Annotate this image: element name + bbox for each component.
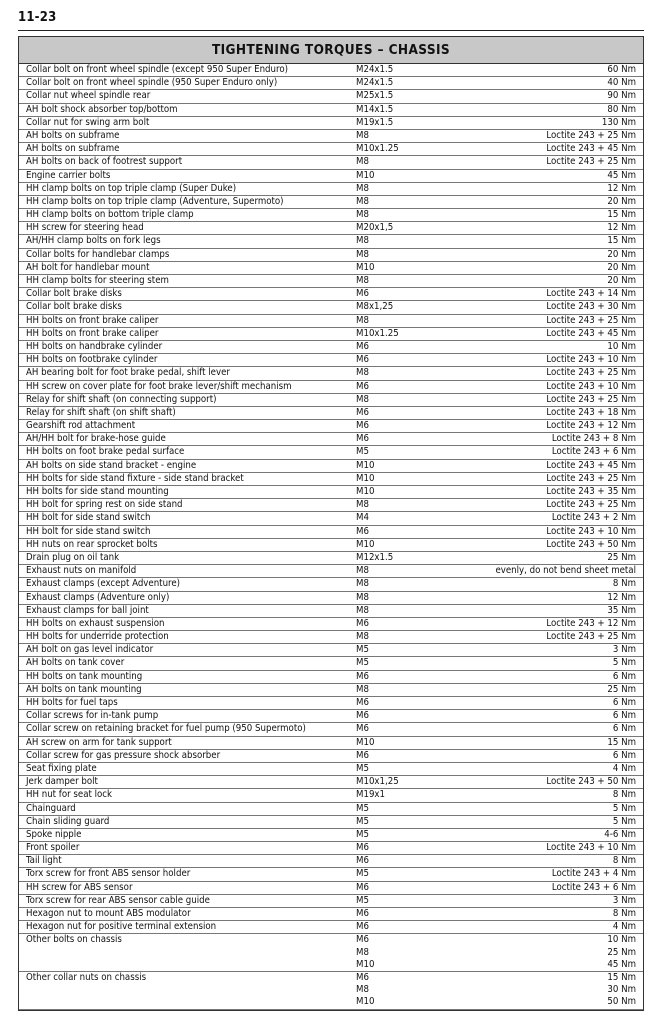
part-description: HH clamp bolts on top triple clamp (Adventure, Supermoto) <box>26 195 284 207</box>
thread-size: M8 <box>356 393 369 405</box>
part-description: Collar nut for swing arm bolt <box>26 116 150 128</box>
part-description: HH nut for seat lock <box>26 789 113 801</box>
torque-value: 4 Nm <box>612 921 636 933</box>
part-description: Relay for shift shaft (on connecting support) <box>26 393 217 405</box>
thread-size: M6 <box>356 617 369 629</box>
thread-size: M10 <box>356 958 375 970</box>
torque-value: Loctite 243 + 25 Nm <box>546 472 636 484</box>
torque-value: 90 Nm <box>607 90 636 102</box>
thread-size: M12x1.5 <box>356 551 394 563</box>
table-row <box>19 737 643 750</box>
table-row <box>19 249 643 262</box>
torque-value: 12 Nm <box>607 222 636 234</box>
table-row <box>19 710 643 723</box>
table-row <box>19 644 643 657</box>
part-description: Spoke nipple <box>26 828 82 840</box>
thread-size: M5 <box>356 894 369 906</box>
thread-size: M8 <box>356 683 369 695</box>
torque-value: 3 Nm <box>612 644 636 656</box>
thread-size: M10 <box>356 538 375 550</box>
torque-value: Loctite 243 + 45 Nm <box>546 143 636 155</box>
table-row <box>19 367 643 380</box>
table-row <box>19 394 643 407</box>
torque-value: 25 Nm <box>607 683 636 695</box>
table-row <box>19 170 643 183</box>
thread-size: M8 <box>356 235 369 247</box>
thread-size: M6 <box>356 908 369 919</box>
part-description: HH bolts on front brake caliper <box>26 314 159 326</box>
torque-value: 6 Nm <box>612 710 636 722</box>
part-description: Other bolts on chassis <box>26 934 122 946</box>
thread-size: M5 <box>356 446 369 458</box>
table-row <box>19 803 643 816</box>
part-description: AH bolt shock absorber top/bottom <box>26 103 178 115</box>
torque-value: 8 Nm <box>612 578 636 590</box>
table-row <box>19 433 643 446</box>
thread-size: M6 <box>356 340 369 352</box>
torque-value: 5 Nm <box>612 815 636 827</box>
torque-value: 35 Nm <box>607 604 636 616</box>
thread-size: M8 <box>356 182 369 194</box>
part-description: AH bolts on subframe <box>26 143 120 155</box>
thread-size: M6 <box>356 406 369 418</box>
torque-value: Loctite 243 + 10 Nm <box>546 354 636 366</box>
torque-value: 45 Nm <box>607 169 636 181</box>
table-row <box>19 947 643 959</box>
table-row <box>19 288 643 301</box>
thread-size: M8 <box>356 129 369 141</box>
table-row <box>19 959 643 972</box>
part-description: Hexagon nut for positive terminal extension <box>26 921 217 933</box>
thread-size: M5 <box>356 762 369 774</box>
part-description: AH bolt on gas level indicator <box>26 644 154 656</box>
part-description: Exhaust clamps (Adventure only) <box>26 591 170 603</box>
thread-size: M8 <box>356 631 369 643</box>
thread-size: M6 <box>356 971 369 983</box>
torque-value: Loctite 243 + 4 Nm <box>551 868 636 880</box>
torque-value: 60 Nm <box>607 64 636 75</box>
table-row <box>19 407 643 420</box>
torque-value: 5 Nm <box>612 802 636 814</box>
part-description: HH bolts on foot brake pedal surface <box>26 446 185 458</box>
thread-size: M10 <box>356 736 375 748</box>
table-row <box>19 697 643 710</box>
part-description: AH bolt for handlebar mount <box>26 261 150 273</box>
thread-size: M6 <box>356 921 369 933</box>
table-row <box>19 539 643 552</box>
torque-value: Loctite 243 + 25 Nm <box>546 156 636 168</box>
thread-size: M8 <box>356 367 369 379</box>
table-row <box>19 473 643 486</box>
table-row <box>19 868 643 881</box>
table-row <box>19 592 643 605</box>
torque-value: 8 Nm <box>612 789 636 801</box>
torque-value: Loctite 243 + 45 Nm <box>546 327 636 339</box>
part-description: Collar nut wheel spindle rear <box>26 90 151 102</box>
part-description: HH clamp bolts on top triple clamp (Super Duke) <box>26 182 237 194</box>
torque-value: 6 Nm <box>612 697 636 708</box>
part-description: HH bolts on footbrake cylinder <box>26 354 158 366</box>
torque-value: 8 Nm <box>612 908 636 919</box>
thread-size: M8 <box>356 946 369 958</box>
part-description: HH screw for ABS sensor <box>26 881 133 893</box>
table-row <box>19 684 643 697</box>
part-description: HH bolts for underride protection <box>26 631 169 643</box>
thread-size: M5 <box>356 657 369 669</box>
thread-size: M5 <box>356 802 369 814</box>
torque-value: 4-6 Nm <box>604 828 636 840</box>
table-row <box>19 657 643 670</box>
thread-size: M5 <box>356 815 369 827</box>
torque-value: 4 Nm <box>612 762 636 774</box>
table-row <box>19 882 643 895</box>
thread-size: M6 <box>356 354 369 366</box>
part-description: AH/HH clamp bolts on fork legs <box>26 235 161 247</box>
torque-value: 12 Nm <box>607 182 636 194</box>
part-description: AH bolts on tank mounting <box>26 683 142 695</box>
table-row <box>19 64 643 77</box>
table-row <box>19 315 643 328</box>
part-description: Exhaust clamps (except Adventure) <box>26 578 181 590</box>
torque-value: Loctite 243 + 6 Nm <box>551 881 636 893</box>
table-row <box>19 104 643 117</box>
torque-table <box>18 36 644 1011</box>
table-row <box>19 934 643 946</box>
part-description: HH bolts on exhaust suspension <box>26 617 165 629</box>
table-row <box>19 328 643 341</box>
part-description: Collar screw for gas pressure shock absorber <box>26 749 221 761</box>
part-description: Front spoiler <box>26 842 80 854</box>
thread-size: M10 <box>356 472 375 484</box>
table-row <box>19 301 643 314</box>
table-row <box>19 631 643 644</box>
torque-value: 10 Nm <box>607 934 636 946</box>
torque-value: 15 Nm <box>607 971 636 983</box>
thread-size: M6 <box>356 697 369 708</box>
torque-value: 20 Nm <box>607 248 636 260</box>
table-row <box>19 855 643 868</box>
thread-size: M8 <box>356 156 369 168</box>
table-row <box>19 156 643 169</box>
part-description: HH screw for steering head <box>26 222 144 234</box>
part-description: Collar screws for in-tank pump <box>26 710 159 722</box>
table-row <box>19 446 643 459</box>
thread-size: M6 <box>356 881 369 893</box>
table-row <box>19 605 643 618</box>
thread-size: M10x1.25 <box>356 327 399 339</box>
table-row <box>19 776 643 789</box>
part-description: Jerk damper bolt <box>26 776 98 788</box>
table-row <box>19 984 643 996</box>
torque-value: Loctite 243 + 25 Nm <box>546 367 636 379</box>
table-row <box>19 354 643 367</box>
table-row <box>19 921 643 934</box>
part-description: HH bolt for side stand switch <box>26 525 151 537</box>
table-row <box>19 90 643 103</box>
part-description: AH bearing bolt for foot brake pedal, shift lever <box>26 367 230 379</box>
torque-value: Loctite 243 + 8 Nm <box>551 433 636 445</box>
header-rule <box>18 30 644 31</box>
thread-size: M24x1.5 <box>356 64 394 75</box>
thread-size: M6 <box>356 525 369 537</box>
part-description: Exhaust clamps for ball joint <box>26 604 149 616</box>
thread-size: M6 <box>356 380 369 392</box>
thread-size: M10x1.25 <box>356 143 399 155</box>
table-row <box>19 512 643 525</box>
torque-value: 30 Nm <box>607 984 636 996</box>
part-description: HH screw on cover plate for foot brake lever/shift mechanism <box>26 380 292 392</box>
torque-value: Loctite 243 + 25 Nm <box>546 499 636 511</box>
part-description: HH bolts for side stand mounting <box>26 486 169 497</box>
torque-value: Loctite 243 + 2 Nm <box>551 512 636 524</box>
part-description <box>19 947 355 959</box>
part-description: Drain plug on oil tank <box>26 551 120 563</box>
table-row <box>19 972 643 984</box>
thread-size: M5 <box>356 868 369 880</box>
thread-size: M8 <box>356 195 369 207</box>
torque-value: 80 Nm <box>607 103 636 115</box>
part-description: AH bolts on back of footrest support <box>26 156 183 168</box>
thread-size: M6 <box>356 670 369 682</box>
thread-size: M6 <box>356 723 369 735</box>
part-description: Collar screw on retaining bracket for fuel pump (950 Supermoto) <box>26 723 306 735</box>
torque-value: 6 Nm <box>612 749 636 761</box>
thread-size: M8 <box>356 209 369 221</box>
table-row <box>19 499 643 512</box>
part-description: Collar bolt brake disks <box>26 288 122 300</box>
thread-size: M6 <box>356 749 369 761</box>
torque-value: Loctite 243 + 25 Nm <box>546 631 636 643</box>
thread-size: M5 <box>356 828 369 840</box>
part-description: HH bolts on tank mounting <box>26 670 143 682</box>
table-row <box>19 750 643 763</box>
thread-size: M10 <box>356 459 375 471</box>
part-description: AH bolts on side stand bracket - engine <box>26 459 197 471</box>
table-row <box>19 723 643 736</box>
table-row <box>19 209 643 222</box>
torque-value: Loctite 243 + 25 Nm <box>546 129 636 141</box>
table-row <box>19 183 643 196</box>
torque-value: 50 Nm <box>607 996 636 1008</box>
torque-value: 15 Nm <box>607 736 636 748</box>
part-description: Collar bolt on front wheel spindle (except 950 Super Enduro) <box>26 64 288 75</box>
torque-value: 15 Nm <box>607 209 636 221</box>
thread-size: M20x1,5 <box>356 222 394 234</box>
table-body <box>19 64 643 1010</box>
table-row <box>19 420 643 433</box>
torque-value: 6 Nm <box>612 723 636 735</box>
table-title: TIGHTENING TORQUES – CHASSIS <box>19 37 643 64</box>
torque-value: Loctite 243 + 25 Nm <box>546 393 636 405</box>
table-row <box>19 460 643 473</box>
part-description: Chain sliding guard <box>26 815 110 827</box>
part-description: HH bolts on handbrake cylinder <box>26 340 163 352</box>
part-description: HH clamp bolts on bottom triple clamp <box>26 209 194 221</box>
torque-value: Loctite 243 + 50 Nm <box>546 538 636 550</box>
table-row <box>19 262 643 275</box>
thread-size: M10 <box>356 486 375 497</box>
thread-size: M8x1,25 <box>356 301 394 313</box>
torque-value: evenly, do not bend sheet metal <box>495 565 636 577</box>
torque-value: 130 Nm <box>601 116 636 128</box>
part-description: Collar bolt on front wheel spindle (950 Super Enduro only) <box>26 77 278 89</box>
part-description: AH screw on arm for tank support <box>26 736 172 748</box>
thread-size: M8 <box>356 275 369 286</box>
thread-size: M10x1,25 <box>356 776 399 788</box>
torque-value: 5 Nm <box>612 657 636 669</box>
torque-value: Loctite 243 + 18 Nm <box>546 406 636 418</box>
thread-size: M25x1.5 <box>356 90 394 102</box>
torque-value: Loctite 243 + 45 Nm <box>546 459 636 471</box>
thread-size: M14x1.5 <box>356 103 394 115</box>
table-row <box>19 996 643 1009</box>
torque-value: Loctite 243 + 12 Nm <box>546 420 636 432</box>
thread-size: M10 <box>356 169 375 181</box>
part-description: Engine carrier bolts <box>26 169 111 181</box>
table-row <box>19 143 643 156</box>
thread-size: M6 <box>356 710 369 722</box>
table-row <box>19 908 643 921</box>
part-description: Torx screw for front ABS sensor holder <box>26 868 191 880</box>
table-row <box>19 130 643 143</box>
table-row <box>19 222 643 235</box>
part-description: HH clamp bolts for steering stem <box>26 275 169 286</box>
thread-size: M6 <box>356 934 369 946</box>
part-description: Relay for shift shaft (on shift shaft) <box>26 406 176 418</box>
table-row <box>19 552 643 565</box>
torque-value: 45 Nm <box>607 958 636 970</box>
table-row <box>19 895 643 908</box>
thread-size: M8 <box>356 248 369 260</box>
torque-value: 25 Nm <box>607 551 636 563</box>
torque-value: 40 Nm <box>607 77 636 89</box>
thread-size: M8 <box>356 314 369 326</box>
part-description: Other collar nuts on chassis <box>26 971 147 983</box>
table-row <box>19 816 643 829</box>
thread-size: M19x1.5 <box>356 116 394 128</box>
thread-size: M10 <box>356 261 375 273</box>
part-description: Hexagon nut to mount ABS modulator <box>26 908 191 919</box>
thread-size: M10 <box>356 996 375 1008</box>
thread-size: M8 <box>356 499 369 511</box>
part-description <box>19 996 355 1008</box>
part-description: Torx screw for rear ABS sensor cable guide <box>26 894 210 906</box>
thread-size: M6 <box>356 433 369 445</box>
table-row <box>19 235 643 248</box>
torque-value: 10 Nm <box>607 340 636 352</box>
table-row <box>19 829 643 842</box>
thread-size: M6 <box>356 855 369 867</box>
part-description: AH bolts on subframe <box>26 129 120 141</box>
table-row <box>19 671 643 684</box>
thread-size: M6 <box>356 288 369 300</box>
table-row <box>19 196 643 209</box>
part-description: HH bolt for spring rest on side stand <box>26 499 183 511</box>
part-description: Seat fixing plate <box>26 762 97 774</box>
part-description: HH nuts on rear sprocket bolts <box>26 538 158 550</box>
thread-size: M6 <box>356 842 369 854</box>
table-row <box>19 341 643 354</box>
thread-size: M8 <box>356 591 369 603</box>
torque-value: 25 Nm <box>607 946 636 958</box>
part-description: HH bolts for side stand fixture - side stand bracket <box>26 472 244 484</box>
thread-size: M8 <box>356 578 369 590</box>
table-row <box>19 618 643 631</box>
torque-value: Loctite 243 + 10 Nm <box>546 525 636 537</box>
table-row <box>19 117 643 130</box>
table-row <box>19 789 643 802</box>
table-row <box>19 842 643 855</box>
part-description: Exhaust nuts on manifold <box>26 565 137 577</box>
torque-value: 20 Nm <box>607 261 636 273</box>
part-description: HH bolts for fuel taps <box>26 697 118 708</box>
table-row <box>19 763 643 776</box>
part-description: HH bolts on front brake caliper <box>26 327 159 339</box>
thread-size: M5 <box>356 644 369 656</box>
torque-value: 15 Nm <box>607 235 636 247</box>
torque-value: Loctite 243 + 6 Nm <box>551 446 636 458</box>
thread-size: M6 <box>356 420 369 432</box>
torque-value: 3 Nm <box>612 894 636 906</box>
torque-value: 12 Nm <box>607 591 636 603</box>
table-row <box>19 526 643 539</box>
part-description <box>19 984 355 996</box>
torque-value: Loctite 243 + 50 Nm <box>546 776 636 788</box>
torque-value: Loctite 243 + 10 Nm <box>546 380 636 392</box>
table-row <box>19 578 643 591</box>
torque-value: Loctite 243 + 25 Nm <box>546 314 636 326</box>
part-description: AH bolts on tank cover <box>26 657 125 669</box>
torque-value: 8 Nm <box>612 855 636 867</box>
torque-value: Loctite 243 + 12 Nm <box>546 617 636 629</box>
thread-size: M19x1 <box>356 789 386 801</box>
torque-value: Loctite 243 + 30 Nm <box>546 301 636 313</box>
torque-value: 20 Nm <box>607 275 636 286</box>
torque-value: 20 Nm <box>607 195 636 207</box>
part-description: Collar bolt brake disks <box>26 301 122 313</box>
part-description: HH bolt for side stand switch <box>26 512 151 524</box>
table-row <box>19 486 643 499</box>
part-description: AH/HH bolt for brake-hose guide <box>26 433 166 445</box>
part-description: Collar bolts for handlebar clamps <box>26 248 170 260</box>
thread-size: M4 <box>356 512 369 524</box>
torque-value: Loctite 243 + 14 Nm <box>546 288 636 300</box>
table-row <box>19 275 643 288</box>
torque-value: 6 Nm <box>612 670 636 682</box>
table-row <box>19 381 643 394</box>
part-description: Tail light <box>26 855 62 867</box>
thread-size: M8 <box>356 565 369 577</box>
thread-size: M8 <box>356 984 369 996</box>
table-row <box>19 77 643 90</box>
part-description: Chainguard <box>26 802 76 814</box>
part-description: Gearshift rod attachment <box>26 420 136 432</box>
page-number: 11-23 <box>18 10 57 25</box>
thread-size: M8 <box>356 604 369 616</box>
table-row <box>19 565 643 578</box>
part-description <box>19 959 355 971</box>
torque-value: Loctite 243 + 35 Nm <box>546 486 636 497</box>
thread-size: M24x1.5 <box>356 77 394 89</box>
torque-value: Loctite 243 + 10 Nm <box>546 842 636 854</box>
